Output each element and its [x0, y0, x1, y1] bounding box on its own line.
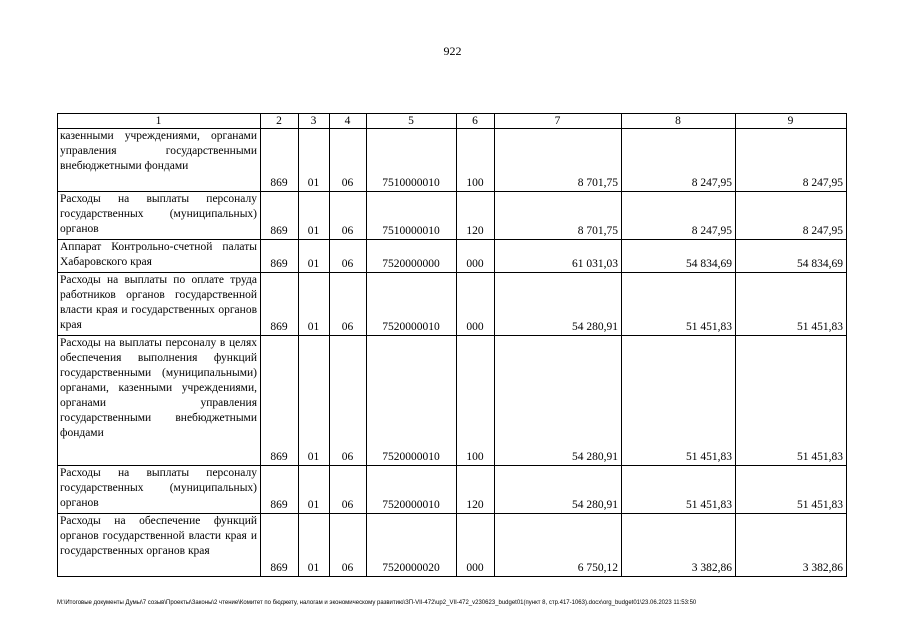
column-header: 9 — [736, 114, 847, 129]
cell-admin-code: 869 — [261, 129, 299, 192]
cell-section: 01 — [299, 466, 330, 514]
cell-expense-type: 000 — [457, 273, 495, 336]
cell-section: 01 — [299, 273, 330, 336]
table-row — [58, 273, 847, 336]
row-description: Расходы на выплаты персоналу государственных (муниципальных) органов — [58, 192, 261, 240]
cell-target-article: 7520000010 — [367, 466, 457, 514]
cell-amount-col7: 8 701,75 — [495, 129, 622, 192]
cell-amount-col7: 54 280,91 — [495, 336, 622, 466]
cell-amount-col7: 54 280,91 — [495, 466, 622, 514]
cell-section: 01 — [299, 514, 330, 577]
cell-amount-col9: 51 451,83 — [736, 273, 847, 336]
cell-expense-type: 000 — [457, 514, 495, 577]
cell-subsection: 06 — [330, 336, 367, 466]
cell-expense-type: 100 — [457, 336, 495, 466]
cell-amount-col9: 8 247,95 — [736, 192, 847, 240]
row-description: казенными учреждениями, органами управления государственными внебюджетными фондами — [58, 129, 261, 192]
cell-amount-col9: 51 451,83 — [736, 466, 847, 514]
cell-subsection: 06 — [330, 240, 367, 273]
cell-amount-col7: 61 031,03 — [495, 240, 622, 273]
cell-expense-type: 120 — [457, 466, 495, 514]
cell-amount-col8: 51 451,83 — [622, 273, 736, 336]
cell-amount-col9: 54 834,69 — [736, 240, 847, 273]
cell-target-article: 7510000010 — [367, 129, 457, 192]
budget-table — [57, 113, 847, 577]
cell-expense-type: 000 — [457, 240, 495, 273]
cell-amount-col9: 3 382,86 — [736, 514, 847, 577]
row-description: Расходы на обеспечение функций органов государственной власти края и государственных органов края — [58, 514, 261, 577]
cell-target-article: 7510000010 — [367, 192, 457, 240]
cell-section: 01 — [299, 129, 330, 192]
table-header-row — [58, 114, 847, 129]
column-header: 8 — [622, 114, 736, 129]
cell-subsection: 06 — [330, 129, 367, 192]
cell-admin-code: 869 — [261, 514, 299, 577]
cell-amount-col9: 8 247,95 — [736, 129, 847, 192]
cell-amount-col8: 51 451,83 — [622, 336, 736, 466]
column-header: 3 — [299, 114, 330, 129]
cell-subsection: 06 — [330, 192, 367, 240]
table-row — [58, 129, 847, 192]
table-row — [58, 466, 847, 514]
row-description: Аппарат Контрольно-счетной палаты Хабаровского края — [58, 240, 261, 273]
document-file-path: M:\Итоговые документы Думы\7 созыв\Проекты\Законы\2 чтение\Комитет по бюджету, налогам и экономическому развитию\ЗП-VII-472\up2_VII-472_v230623_budget01(пункт 8, стр.417-1063).docx\org_budget01\23.06.2023 11:53:50 — [57, 600, 697, 606]
cell-amount-col8: 8 247,95 — [622, 129, 736, 192]
column-header: 2 — [261, 114, 299, 129]
cell-admin-code: 869 — [261, 192, 299, 240]
cell-target-article: 7520000010 — [367, 273, 457, 336]
cell-admin-code: 869 — [261, 273, 299, 336]
column-header: 1 — [58, 114, 261, 129]
row-description: Расходы на выплаты персоналу государственных (муниципальных) органов — [58, 466, 261, 514]
cell-admin-code: 869 — [261, 466, 299, 514]
cell-expense-type: 120 — [457, 192, 495, 240]
table-row — [58, 192, 847, 240]
cell-amount-col7: 8 701,75 — [495, 192, 622, 240]
cell-section: 01 — [299, 192, 330, 240]
cell-amount-col9: 51 451,83 — [736, 336, 847, 466]
cell-amount-col8: 54 834,69 — [622, 240, 736, 273]
column-header: 6 — [457, 114, 495, 129]
cell-amount-col7: 6 750,12 — [495, 514, 622, 577]
cell-section: 01 — [299, 336, 330, 466]
column-header: 5 — [367, 114, 457, 129]
cell-target-article: 7520000010 — [367, 336, 457, 466]
row-description: Расходы на выплаты персоналу в целях обеспечения выполнения функций государственными (муниципальными) органами, казенными учреждениями, органами управления государственными внебюджетными фондами — [58, 336, 261, 466]
table-row — [58, 336, 847, 466]
table-row — [58, 514, 847, 577]
cell-target-article: 7520000020 — [367, 514, 457, 577]
cell-target-article: 7520000000 — [367, 240, 457, 273]
cell-admin-code: 869 — [261, 240, 299, 273]
cell-subsection: 06 — [330, 466, 367, 514]
cell-admin-code: 869 — [261, 336, 299, 466]
cell-expense-type: 100 — [457, 129, 495, 192]
table-row — [58, 240, 847, 273]
cell-amount-col8: 8 247,95 — [622, 192, 736, 240]
cell-section: 01 — [299, 240, 330, 273]
cell-amount-col8: 3 382,86 — [622, 514, 736, 577]
column-header: 4 — [330, 114, 367, 129]
cell-amount-col8: 51 451,83 — [622, 466, 736, 514]
cell-subsection: 06 — [330, 514, 367, 577]
cell-subsection: 06 — [330, 273, 367, 336]
column-header: 7 — [495, 114, 622, 129]
page-number: 922 — [443, 44, 462, 58]
row-description: Расходы на выплаты по оплате труда работников органов государственной власти края и государственных органов края — [58, 273, 261, 336]
cell-amount-col7: 54 280,91 — [495, 273, 622, 336]
